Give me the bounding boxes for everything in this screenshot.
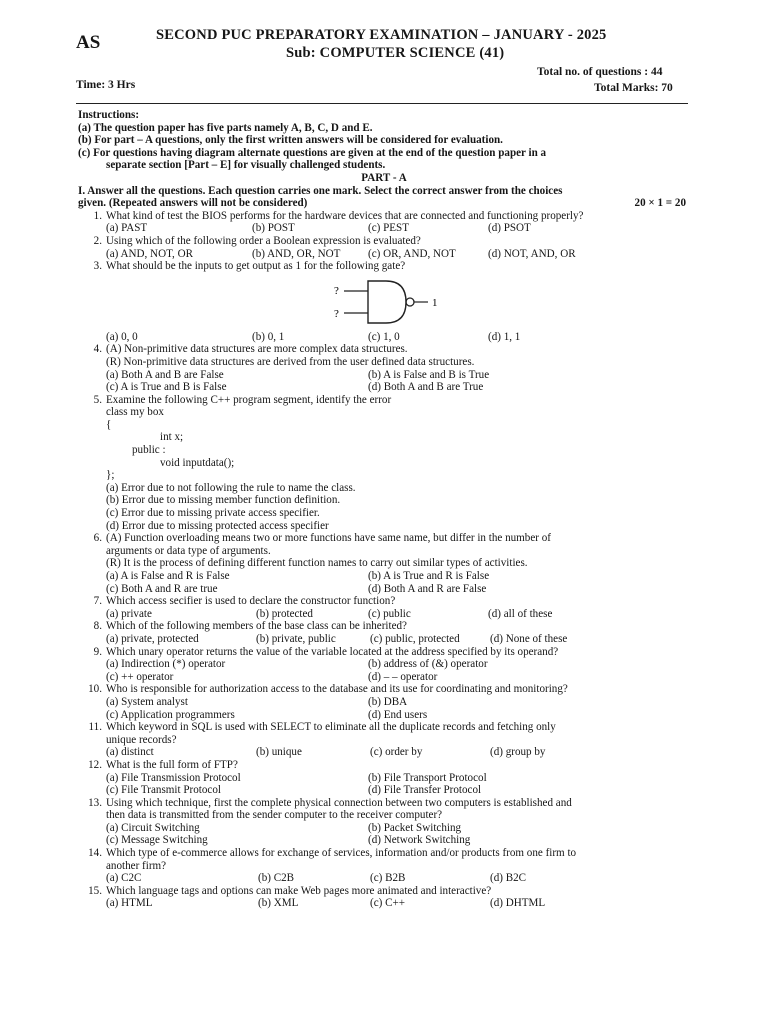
q5-number: 5. (93, 393, 102, 406)
q2-option-d: (d) NOT, AND, OR (488, 247, 576, 260)
q4-option-d: (d) Both A and B are True (368, 381, 484, 394)
q10-number: 10. (88, 683, 102, 696)
q15-text: Which language tags and options can make Web pages more animated and interactive? (106, 884, 492, 897)
q14-option-a: (a) C2C (106, 872, 142, 885)
q5-code-line-1: class my box (106, 406, 164, 419)
part-a-heading: PART - A (361, 171, 407, 184)
q11-options (78, 746, 690, 759)
q10-option-b: (b) DBA (368, 695, 408, 708)
q1-options (78, 222, 690, 235)
q1-option-c: (c) PEST (368, 222, 409, 235)
q11-option-a: (a) distinct (106, 746, 154, 759)
q15-option-a: (a) HTML (106, 897, 153, 910)
q13-options-row1 (78, 822, 690, 835)
q1-text: What kind of test the BIOS performs for the hardware devices that are connected and functioning properly? (106, 209, 584, 222)
gate-input-1: ? (334, 284, 339, 297)
question-7 (78, 595, 690, 608)
q1-number: 1. (93, 209, 102, 222)
q14-option-b: (b) C2B (258, 872, 295, 885)
q7-text: Which access secifier is used to declare the constructor function? (106, 595, 396, 608)
q4-reason: (R) Non-primitive data structures are derived from the user defined data structures. (106, 355, 475, 368)
q14-text: Which type of e-commerce allows for exchange of services, information and/or products from one firm to (106, 847, 577, 860)
gate-input-2: ? (334, 307, 339, 320)
question-4 (78, 343, 690, 356)
q10-option-c: (c) Application programmers (106, 708, 235, 721)
q3-options (78, 331, 690, 344)
time-allowed: Time: 3 Hrs (76, 79, 136, 91)
q2-option-c: (c) OR, AND, NOT (368, 247, 456, 260)
q5-option-c: (c) Error due to missing private access specifier. (106, 507, 320, 520)
q6-assertion-cont: arguments or data type of arguments. (106, 544, 271, 557)
header-rule (76, 103, 688, 104)
q4-number: 4. (93, 343, 102, 356)
total-marks: Total Marks: 70 (594, 82, 673, 94)
q3-option-b: (b) 0, 1 (252, 330, 285, 343)
question-2 (78, 235, 690, 248)
q9-option-a: (a) Indirection (*) operator (106, 658, 226, 671)
q4-options-row2 (78, 381, 690, 394)
q15-options (78, 897, 690, 910)
q4-option-c: (c) A is True and B is False (106, 381, 227, 394)
q5-option-b: (b) Error due to missing member function definition. (106, 494, 341, 507)
q6-option-b: (b) A is True and R is False (368, 570, 490, 582)
q15-option-b: (b) XML (258, 897, 299, 910)
q13-text: Using which technique, first the complete physical connection between two computers is established and (106, 796, 572, 809)
q5-code-line-5: void inputdata(); (160, 456, 235, 469)
q5-option-d: (d) Error due to missing protected access specifier (106, 519, 329, 532)
question-9 (78, 646, 690, 659)
subject-title: Sub: COMPUTER SCIENCE (41) (286, 45, 505, 61)
q5-option-a: (a) Error due to not following the rule to name the class. (106, 481, 356, 494)
q9-text: Which unary operator returns the value of the variable located at the address specified by its operand? (106, 645, 559, 658)
q5-code-line-3: int x; (160, 431, 184, 444)
q2-option-b: (b) AND, OR, NOT (252, 247, 341, 260)
instructions-heading: Instructions: (78, 109, 140, 121)
q11-text: Which keyword in SQL is used with SELECT to eliminate all the duplicate records and fetching only (106, 721, 556, 734)
q14-options (78, 872, 690, 885)
q12-option-b: (b) File Transport Protocol (368, 771, 487, 784)
question-13 (78, 797, 690, 810)
q14-option-c: (c) B2B (370, 872, 406, 885)
q5-code-line-4: public : (132, 444, 166, 457)
q15-option-c: (c) C++ (370, 897, 405, 910)
q13-options-row2 (78, 834, 690, 847)
question-body (78, 109, 690, 910)
q11-option-b: (b) unique (256, 746, 302, 759)
q4-option-b: (b) A is False and B is True (368, 368, 490, 381)
q5-text: Examine the following C++ program segment, identify the error (106, 393, 392, 406)
instruction-c: (c) For questions having diagram alternate questions are given at the end of the question paper in a (78, 146, 547, 159)
q13-text-cont: then data is transmitted from the sender computer to the receiver computer? (106, 809, 443, 822)
question-15 (78, 885, 690, 898)
q8-option-c: (c) public, protected (370, 632, 460, 645)
q10-option-d: (d) End users (368, 708, 428, 721)
q6-number: 6. (93, 532, 102, 545)
q13-option-d: (d) Network Switching (368, 834, 471, 847)
q8-option-d: (d) None of these (490, 632, 568, 645)
q15-number: 15. (88, 884, 102, 897)
q6-options-row1 (78, 570, 690, 583)
q11-option-c: (c) order by (370, 746, 423, 759)
question-10 (78, 683, 690, 696)
q14-text-cont: another firm? (106, 859, 167, 872)
q14-number: 14. (88, 847, 102, 860)
part-a-intro: I. Answer all the questions. Each question carries one mark. Select the correct answer from the choices (78, 184, 563, 197)
instruction-b: (b) For part – A questions, only the first written answers will be considered for evaluation. (78, 134, 503, 147)
q10-option-a: (a) System analyst (106, 695, 188, 708)
question-3 (78, 260, 690, 273)
paper-code: AS (76, 32, 101, 53)
q10-options-row2 (78, 709, 690, 722)
q12-options-row1 (78, 772, 690, 785)
q3-number: 3. (93, 260, 102, 273)
q12-number: 12. (88, 758, 102, 771)
q1-option-d: (d) PSOT (488, 222, 531, 235)
q8-options (78, 633, 690, 646)
q8-option-a: (a) private, protected (106, 632, 199, 645)
q9-option-c: (c) ++ operator (106, 670, 174, 683)
q1-option-a: (a) PAST (106, 222, 148, 235)
q13-option-a: (a) Circuit Switching (106, 821, 200, 834)
q12-options-row2 (78, 784, 690, 797)
q5-code-line-2: { (106, 418, 112, 431)
q15-option-d: (d) DHTML (490, 897, 546, 910)
q13-number: 13. (88, 796, 102, 809)
part-a-intro-cont (78, 197, 690, 210)
q2-number: 2. (93, 234, 102, 247)
q4-assertion: (A) Non-primitive data structures are more complex data structures. (106, 343, 408, 356)
q4-option-a: (a) Both A and B are False (106, 368, 224, 381)
q8-option-b: (b) private, public (256, 632, 336, 645)
question-11 (78, 721, 690, 734)
part-a-marks: 20 × 1 = 20 (634, 197, 686, 210)
q6-option-a: (a) A is False and R is False (106, 570, 230, 582)
q3-option-c: (c) 1, 0 (368, 330, 400, 343)
q12-text: What is the full form of FTP? (106, 758, 238, 771)
q3-gate-space (78, 273, 690, 331)
q6-options-row2 (78, 583, 690, 596)
q10-text: Who is responsible for authorization access to the database and its use for coordinating and monitoring? (106, 683, 568, 696)
q7-number: 7. (93, 595, 102, 608)
q12-option-c: (c) File Transmit Protocol (106, 784, 221, 797)
q2-option-a: (a) AND, NOT, OR (106, 247, 193, 260)
q6-option-c: (c) Both A and R are true (106, 582, 218, 595)
q11-text-cont: unique records? (106, 733, 177, 746)
q9-options-row1 (78, 658, 690, 671)
q8-text: Which of the following members of the base class can be inherited? (106, 620, 407, 633)
q6-reason: (R) It is the process of defining different function names to carry out similar types of activities. (106, 557, 528, 570)
q10-options-row1 (78, 696, 690, 709)
q6-option-d: (d) Both A and R are False (368, 582, 487, 595)
question-1 (78, 210, 690, 223)
q2-options (78, 248, 690, 261)
q11-option-d: (d) group by (490, 746, 546, 759)
part-a-intro-text: given. (Repeated answers will not be considered) (78, 197, 308, 210)
question-14 (78, 847, 690, 860)
total-questions: Total no. of questions : 44 (537, 66, 663, 78)
q11-number: 11. (88, 721, 102, 734)
q6-assertion: (A) Function overloading means two or more functions have same name, but differ in the number of (106, 532, 551, 545)
q7-options (78, 608, 690, 621)
q12-option-d: (d) File Transfer Protocol (368, 784, 482, 797)
q13-option-b: (b) Packet Switching (368, 821, 462, 834)
q13-option-c: (c) Message Switching (106, 834, 208, 847)
q5-code-line-6: }; (106, 469, 115, 482)
q3-option-a: (a) 0, 0 (106, 330, 138, 343)
q9-options-row2 (78, 671, 690, 684)
question-6 (78, 532, 690, 545)
q7-option-d: (d) all of these (488, 607, 553, 620)
q7-option-a: (a) private (106, 607, 152, 620)
q12-option-a: (a) File Transmission Protocol (106, 771, 241, 784)
q4-options-row1 (78, 369, 690, 382)
question-5 (78, 394, 690, 407)
q3-text: What should be the inputs to get output as 1 for the following gate? (106, 260, 406, 273)
q8-number: 8. (93, 620, 102, 633)
q9-number: 9. (93, 645, 102, 658)
q7-option-b: (b) protected (256, 607, 313, 620)
q9-option-d: (d) – – operator (368, 670, 438, 683)
q2-text: Using which of the following order a Boolean expression is evaluated? (106, 234, 421, 247)
q1-option-b: (b) POST (252, 222, 295, 235)
question-8 (78, 620, 690, 633)
q9-option-b: (b) address of (&) operator (368, 658, 488, 671)
gate-output: 1 (432, 296, 438, 309)
instruction-a: (a) The question paper has five parts namely A, B, C, D and E. (78, 121, 373, 134)
question-12 (78, 759, 690, 772)
q7-option-c: (c) public (368, 607, 411, 620)
q3-option-d: (d) 1, 1 (488, 330, 521, 343)
nand-gate-diagram (330, 275, 450, 331)
q14-option-d: (d) B2C (490, 872, 527, 885)
instruction-c-cont: separate section [Part – E] for visually challenged students. (106, 159, 386, 172)
exam-title: SECOND PUC PREPARATORY EXAMINATION – JANUARY - 2025 (156, 27, 607, 43)
